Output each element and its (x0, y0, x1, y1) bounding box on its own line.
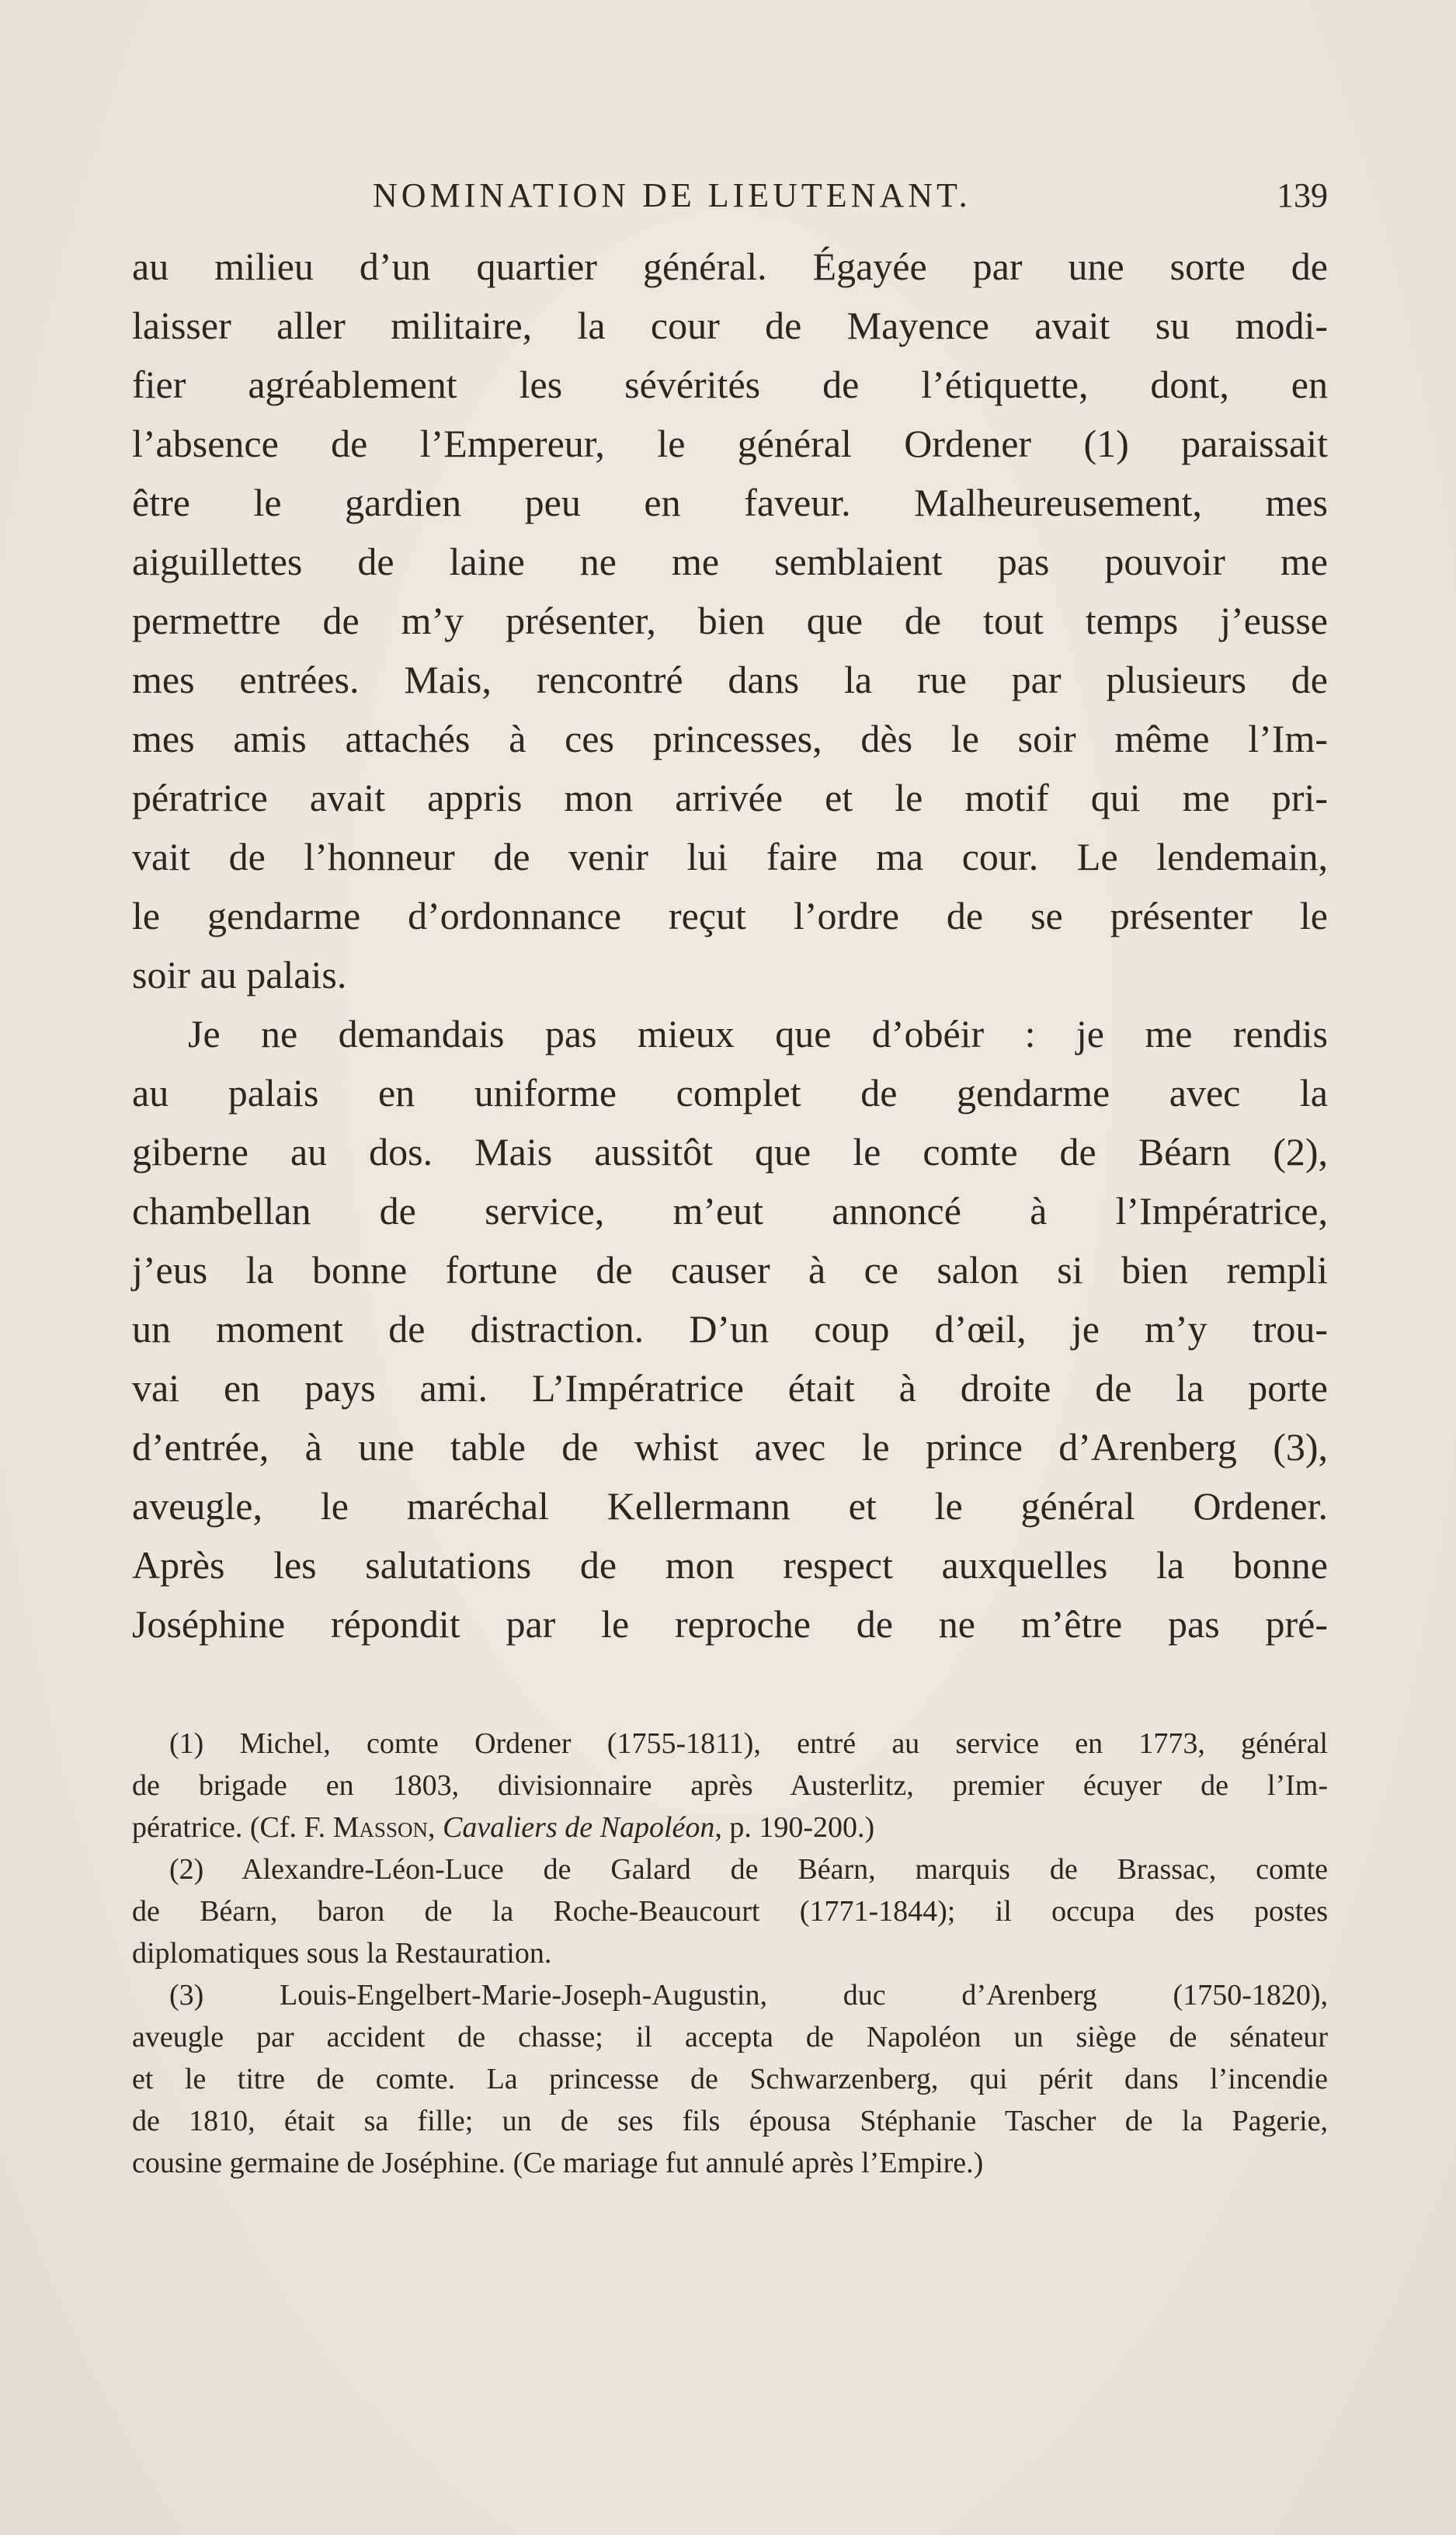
footnote-3-line: de 1810, était sa fille; un de ses fils épousa Stéphanie Tascher de la Pagerie, (132, 2105, 1328, 2137)
text-line: au palais en uniforme complet de gendarme avec la (132, 1071, 1328, 1114)
body-text (132, 237, 1328, 1653)
footnote-2-line: de Béarn, baron de la Roche-Beaucourt (1771-1844); il occupa des postes (132, 1895, 1328, 1928)
text-line: pératrice avait appris mon arrivée et le motif qui me pri- (132, 776, 1328, 819)
text-line: d’entrée, à une table de whist avec le prince d’Arenberg (3), (132, 1425, 1328, 1469)
text-line: Après les salutations de mon respect auxquelles la bonne (132, 1543, 1328, 1587)
text-line: j’eus la bonne fortune de causer à ce salon si bien rempli (132, 1248, 1328, 1292)
text-line: être le gardien peu en faveur. Malheureusement, mes (132, 481, 1328, 524)
page-header (132, 172, 1328, 219)
footnote-1-text: pératrice. (Cf. F. (132, 1811, 333, 1844)
footnote-1-book-title: Cavaliers de Napoléon (442, 1811, 715, 1844)
text-line: aiguillettes de laine ne me semblaient pas pouvoir me (132, 540, 1328, 583)
text-line: l’absence de l’Empereur, le général Ordener (1) paraissait (132, 422, 1328, 465)
text-line: au milieu d’un quartier général. Égayée par une sorte de (132, 245, 1328, 288)
text-line: mes amis attachés à ces princesses, dès le soir même l’Im- (132, 717, 1328, 760)
text-line: le gendarme d’ordonnance reçut l’ordre de se présenter le (132, 894, 1328, 937)
text-line: aveugle, le maréchal Kellermann et le général Ordener. (132, 1484, 1328, 1528)
text-line: vai en pays ami. L’Impératrice était à droite de la porte (132, 1366, 1328, 1410)
text-line: vait de l’honneur de venir lui faire ma cour. Le lendemain, (132, 835, 1328, 878)
text-line: fier agréablement les sévérités de l’étiquette, dont, en (132, 363, 1328, 406)
footnote-3-line: aveugle par accident de chasse; il accepta de Napoléon un siège de sénateur (132, 2021, 1328, 2053)
text-line: soir au palais. (132, 953, 347, 996)
footnote-1-line (132, 1806, 1328, 1848)
text-line: chambellan de service, m’eut annoncé à l’Impératrice, (132, 1189, 1328, 1233)
text-line: mes entrées. Mais, rencontré dans la rue par plusieurs de (132, 658, 1328, 701)
footnote-2-line: diplomatiques sous la Restauration. (132, 1937, 552, 1970)
text-line: permettre de m’y présenter, bien que de tout temps j’eusse (132, 599, 1328, 642)
text-line: un moment de distraction. D’un coup d’œil, je m’y trou- (132, 1307, 1328, 1351)
footnote-1-line: (1) Michel, comte Ordener (1755-1811), entré au service en 1773, général (169, 1727, 1328, 1760)
footnote-1-pages: , p. 190-200.) (714, 1811, 875, 1844)
footnote-3-line: et le titre de comte. La princesse de Schwarzenberg, qui périt dans l’incendie (132, 2063, 1328, 2095)
footnote-2-line: (2) Alexandre-Léon-Luce de Galard de Béarn, marquis de Brassac, comte (169, 1853, 1328, 1886)
footnote-3-line: cousine germaine de Joséphine. (Ce mariage fut annulé après l’Empire.) (132, 2147, 984, 2179)
footnote-1-line: de brigade en 1803, divisionnaire après Austerlitz, premier écuyer de l’Im- (132, 1769, 1328, 1802)
footnote-1-separator: , (427, 1811, 443, 1844)
text-line: giberne au dos. Mais aussitôt que le comte de Béarn (2), (132, 1130, 1328, 1174)
text-line: laisser aller militaire, la cour de Mayence avait su modi- (132, 304, 1328, 347)
footnote-1-author: Masson (332, 1811, 428, 1844)
text-line: Je ne demandais pas mieux que d’obéir : je me rendis (188, 1012, 1328, 1055)
page-number: 139 (1277, 176, 1328, 214)
footnote-3-line: (3) Louis-Engelbert-Marie-Joseph-Augustin, duc d’Arenberg (1750-1820), (169, 1979, 1328, 2012)
text-line: Joséphine répondit par le reproche de ne m’être pas pré- (132, 1602, 1328, 1646)
running-title: NOMINATION DE LIEUTENANT. (373, 176, 971, 214)
footnotes (132, 1723, 1328, 2184)
